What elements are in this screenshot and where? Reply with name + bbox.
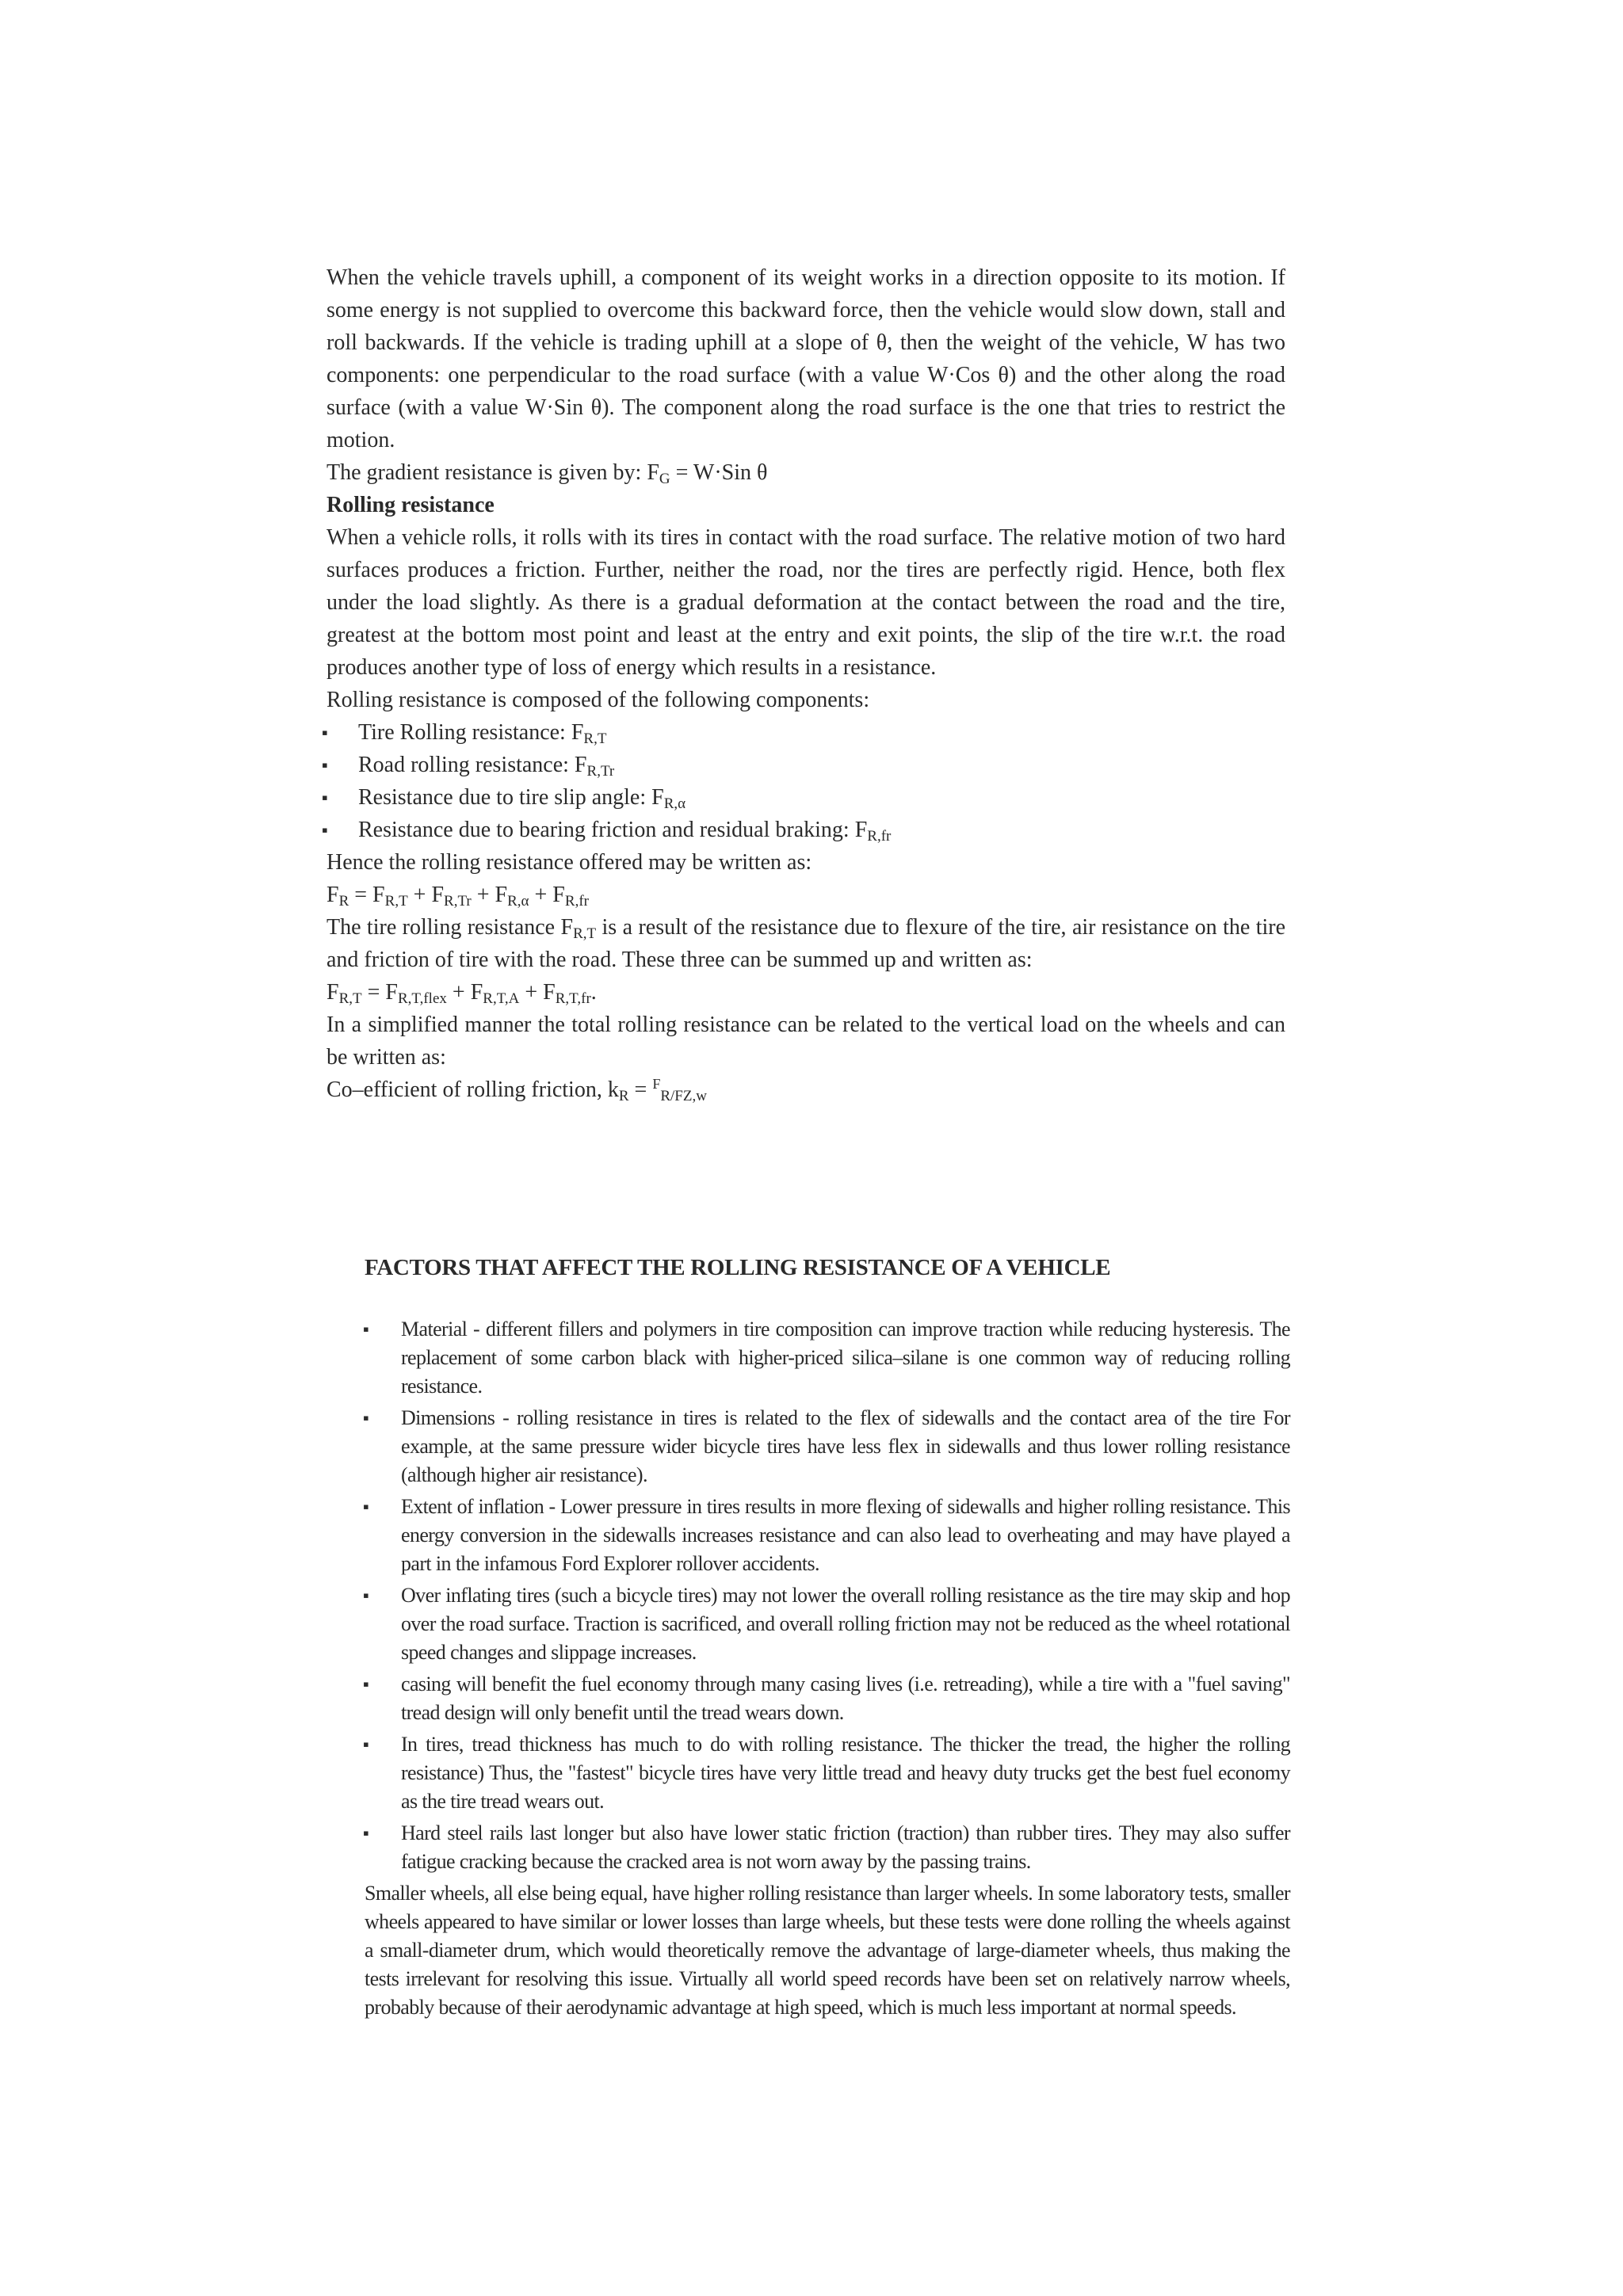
list-item xyxy=(327,749,1285,781)
eq-term: + F xyxy=(519,980,556,1005)
eq-symbol: F xyxy=(327,883,339,907)
rolling-resistance-equation xyxy=(327,879,1285,911)
gradient-tail: = W·Sin θ xyxy=(670,460,768,485)
eq-term: + F xyxy=(529,883,565,907)
eq-term: + F xyxy=(471,883,508,907)
eq-subscript: R,T xyxy=(338,990,362,1007)
component-subscript: R,fr xyxy=(867,828,892,845)
list-item xyxy=(327,781,1285,814)
rolling-resistance-heading: Rolling resistance xyxy=(327,493,495,517)
list-item: ▪ In tires, tread thickness has much to do with rolling resistance. The thicker the tread, the higher the rolling resistance) Thus, the "fastest" bicycle tires have very little tread and heavy duty trucks get the best fuel economy as the tire tread wears out. xyxy=(365,1730,1290,1816)
eq-subscript: R,T,fr xyxy=(555,990,591,1007)
tire-text-tail: is a result of the resistance due to flexure of the tire, air resistance on the tire and friction of tire with the road. These three can be summed up and written as: xyxy=(327,915,1286,972)
eq-term: + F xyxy=(407,883,445,907)
component-subscript: R,α xyxy=(663,795,686,812)
rolling-resistance-section xyxy=(327,261,1285,1106)
components-list xyxy=(327,716,1285,846)
list-item: ▪ Extent of inflation - Lower pressure in tires results in more flexing of sidewalls and higher rolling resistance. This energy conversion in the sidewalls increases resistance and can also lead to overheating and may have played a part in the infamous Ford Explorer rollover accidents. xyxy=(365,1493,1290,1578)
coef-superscript: F xyxy=(652,1076,661,1092)
factors-title: FACTORS THAT AFFECT THE ROLLING RESISTANCE OF A VEHICLE xyxy=(365,1255,1111,1280)
component-text: Resistance due to bearing friction and residual braking: F xyxy=(358,818,868,842)
eq-subscript: R,T,A xyxy=(483,990,520,1007)
eq-subscript: R,α xyxy=(507,893,529,910)
list-item: ▪ casing will benefit the fuel economy through many casing lives (i.e. retreading), while a tire with a "fuel saving" tread design will only benefit until the tread wears down. xyxy=(365,1670,1290,1727)
eq-term: + F xyxy=(446,980,483,1005)
coef-text: Co–efficient of rolling friction, k xyxy=(327,1077,619,1102)
list-item: ▪ Hard steel rails last longer but also have lower static friction (traction) than rubber tires. They may also suffer fatigue cracking because the cracked area is not worn away by the passing trains. xyxy=(365,1819,1290,1876)
eq-term: . xyxy=(590,980,597,1005)
gradient-subscript: G xyxy=(659,471,670,487)
eq-symbol: F xyxy=(327,980,339,1005)
factors-section xyxy=(365,1253,1290,2022)
hence-text: Hence the rolling resistance offered may be written as: xyxy=(327,850,812,875)
component-text: Tire Rolling resistance: F xyxy=(358,720,584,745)
factors-list xyxy=(365,1315,1290,1876)
tire-rolling-equation xyxy=(327,976,1285,1009)
coef-subscript: R xyxy=(618,1088,629,1104)
eq-subscript: R,T xyxy=(384,893,408,910)
list-item: ▪ Material - different fillers and polymers in tire composition can improve traction while reducing hysteresis. The replacement of some carbon black with higher-priced silica–silane is one common way of reducing rolling resistance. xyxy=(365,1315,1290,1401)
tire-subscript: R,T xyxy=(573,925,597,942)
tire-rolling-paragraph xyxy=(327,911,1285,976)
list-item: ▪ Over inflating tires (such a bicycle tires) may not lower the overall rolling resistance as the tire may skip and hop over the road surface. Traction is sacrificed, and overall rolling friction may not be reduced as the wheel rotational speed changes and slippage increases. xyxy=(365,1581,1290,1667)
gradient-resistance-formula xyxy=(327,456,1285,489)
eq-subscript: R,fr xyxy=(564,893,589,910)
closing-paragraph: Smaller wheels, all else being equal, have higher rolling resistance than larger wheels. In some laboratory tests, smaller wheels appeared to have similar or lower losses than large wheels, but these tests were done rolling the wheels against a small-diameter drum, which would theoretically remove the advantage of large-diameter wheels, thus making the tests irrelevant for resolving this issue. Virtually all world speed records have been set on relatively narrow wheels, probably because of their aerodynamic advantage at high speed, which is much less important at normal speeds. xyxy=(365,1882,1290,2019)
uphill-paragraph: When the vehicle travels uphill, a component of its weight works in a direction opposite to its motion. If some energy is not supplied to overcome this backward force, then the vehicle would slow down, stall and roll backwards. If the vehicle is trading uphill at a slope of θ, then the weight of the vehicle, W has two components: one perpendicular to the road surface (with a value W·Cos θ) and the other along the road surface (with a value W·Sin θ). The component along the road surface is the one that tries to restrict the motion. xyxy=(327,265,1285,452)
list-item xyxy=(327,716,1285,749)
gradient-text: The gradient resistance is given by: F xyxy=(327,460,659,485)
coefficient-formula xyxy=(327,1074,1285,1106)
eq-term: = F xyxy=(349,883,385,907)
tire-text: The tire rolling resistance F xyxy=(327,915,574,940)
list-item: ▪ Dimensions - rolling resistance in tires is related to the flex of sidewalls and the contact area of the tire For example, at the same pressure wider bicycle tires have less flex in sidewalls and thus lower rolling resistance (although higher air resistance). xyxy=(365,1404,1290,1489)
component-subscript: R,T xyxy=(583,730,607,747)
coef-equals: = xyxy=(628,1077,653,1102)
rolling-paragraph: When a vehicle rolls, it rolls with its tires in contact with the road surface. The relative motion of two hard surfaces produces a friction. Further, neither the road, nor the tires are perfectly rigid. Hence, both flex under the load slightly. As there is a gradual deformation at the contact between the road and the tire, greatest at the bottom most point and least at the entry and exit points, the slip of the tire w.r.t. the road produces another type of loss of energy which results in a resistance. xyxy=(327,525,1285,680)
simplified-paragraph: In a simplified manner the total rolling resistance can be related to the vertical load on the wheels and can be written as: xyxy=(327,1013,1285,1070)
component-subscript: R,Tr xyxy=(586,763,615,780)
component-text: Road rolling resistance: F xyxy=(358,753,587,777)
components-intro: Rolling resistance is composed of the following components: xyxy=(327,688,870,712)
eq-subscript: R,T,flex xyxy=(397,990,447,1007)
list-item xyxy=(327,814,1285,846)
eq-term: = F xyxy=(361,980,398,1005)
component-text: Resistance due to tire slip angle: F xyxy=(358,785,664,810)
eq-subscript: R,Tr xyxy=(444,893,472,910)
eq-subscript: R xyxy=(338,893,349,910)
coef-fraction: R/FZ,w xyxy=(660,1088,707,1104)
